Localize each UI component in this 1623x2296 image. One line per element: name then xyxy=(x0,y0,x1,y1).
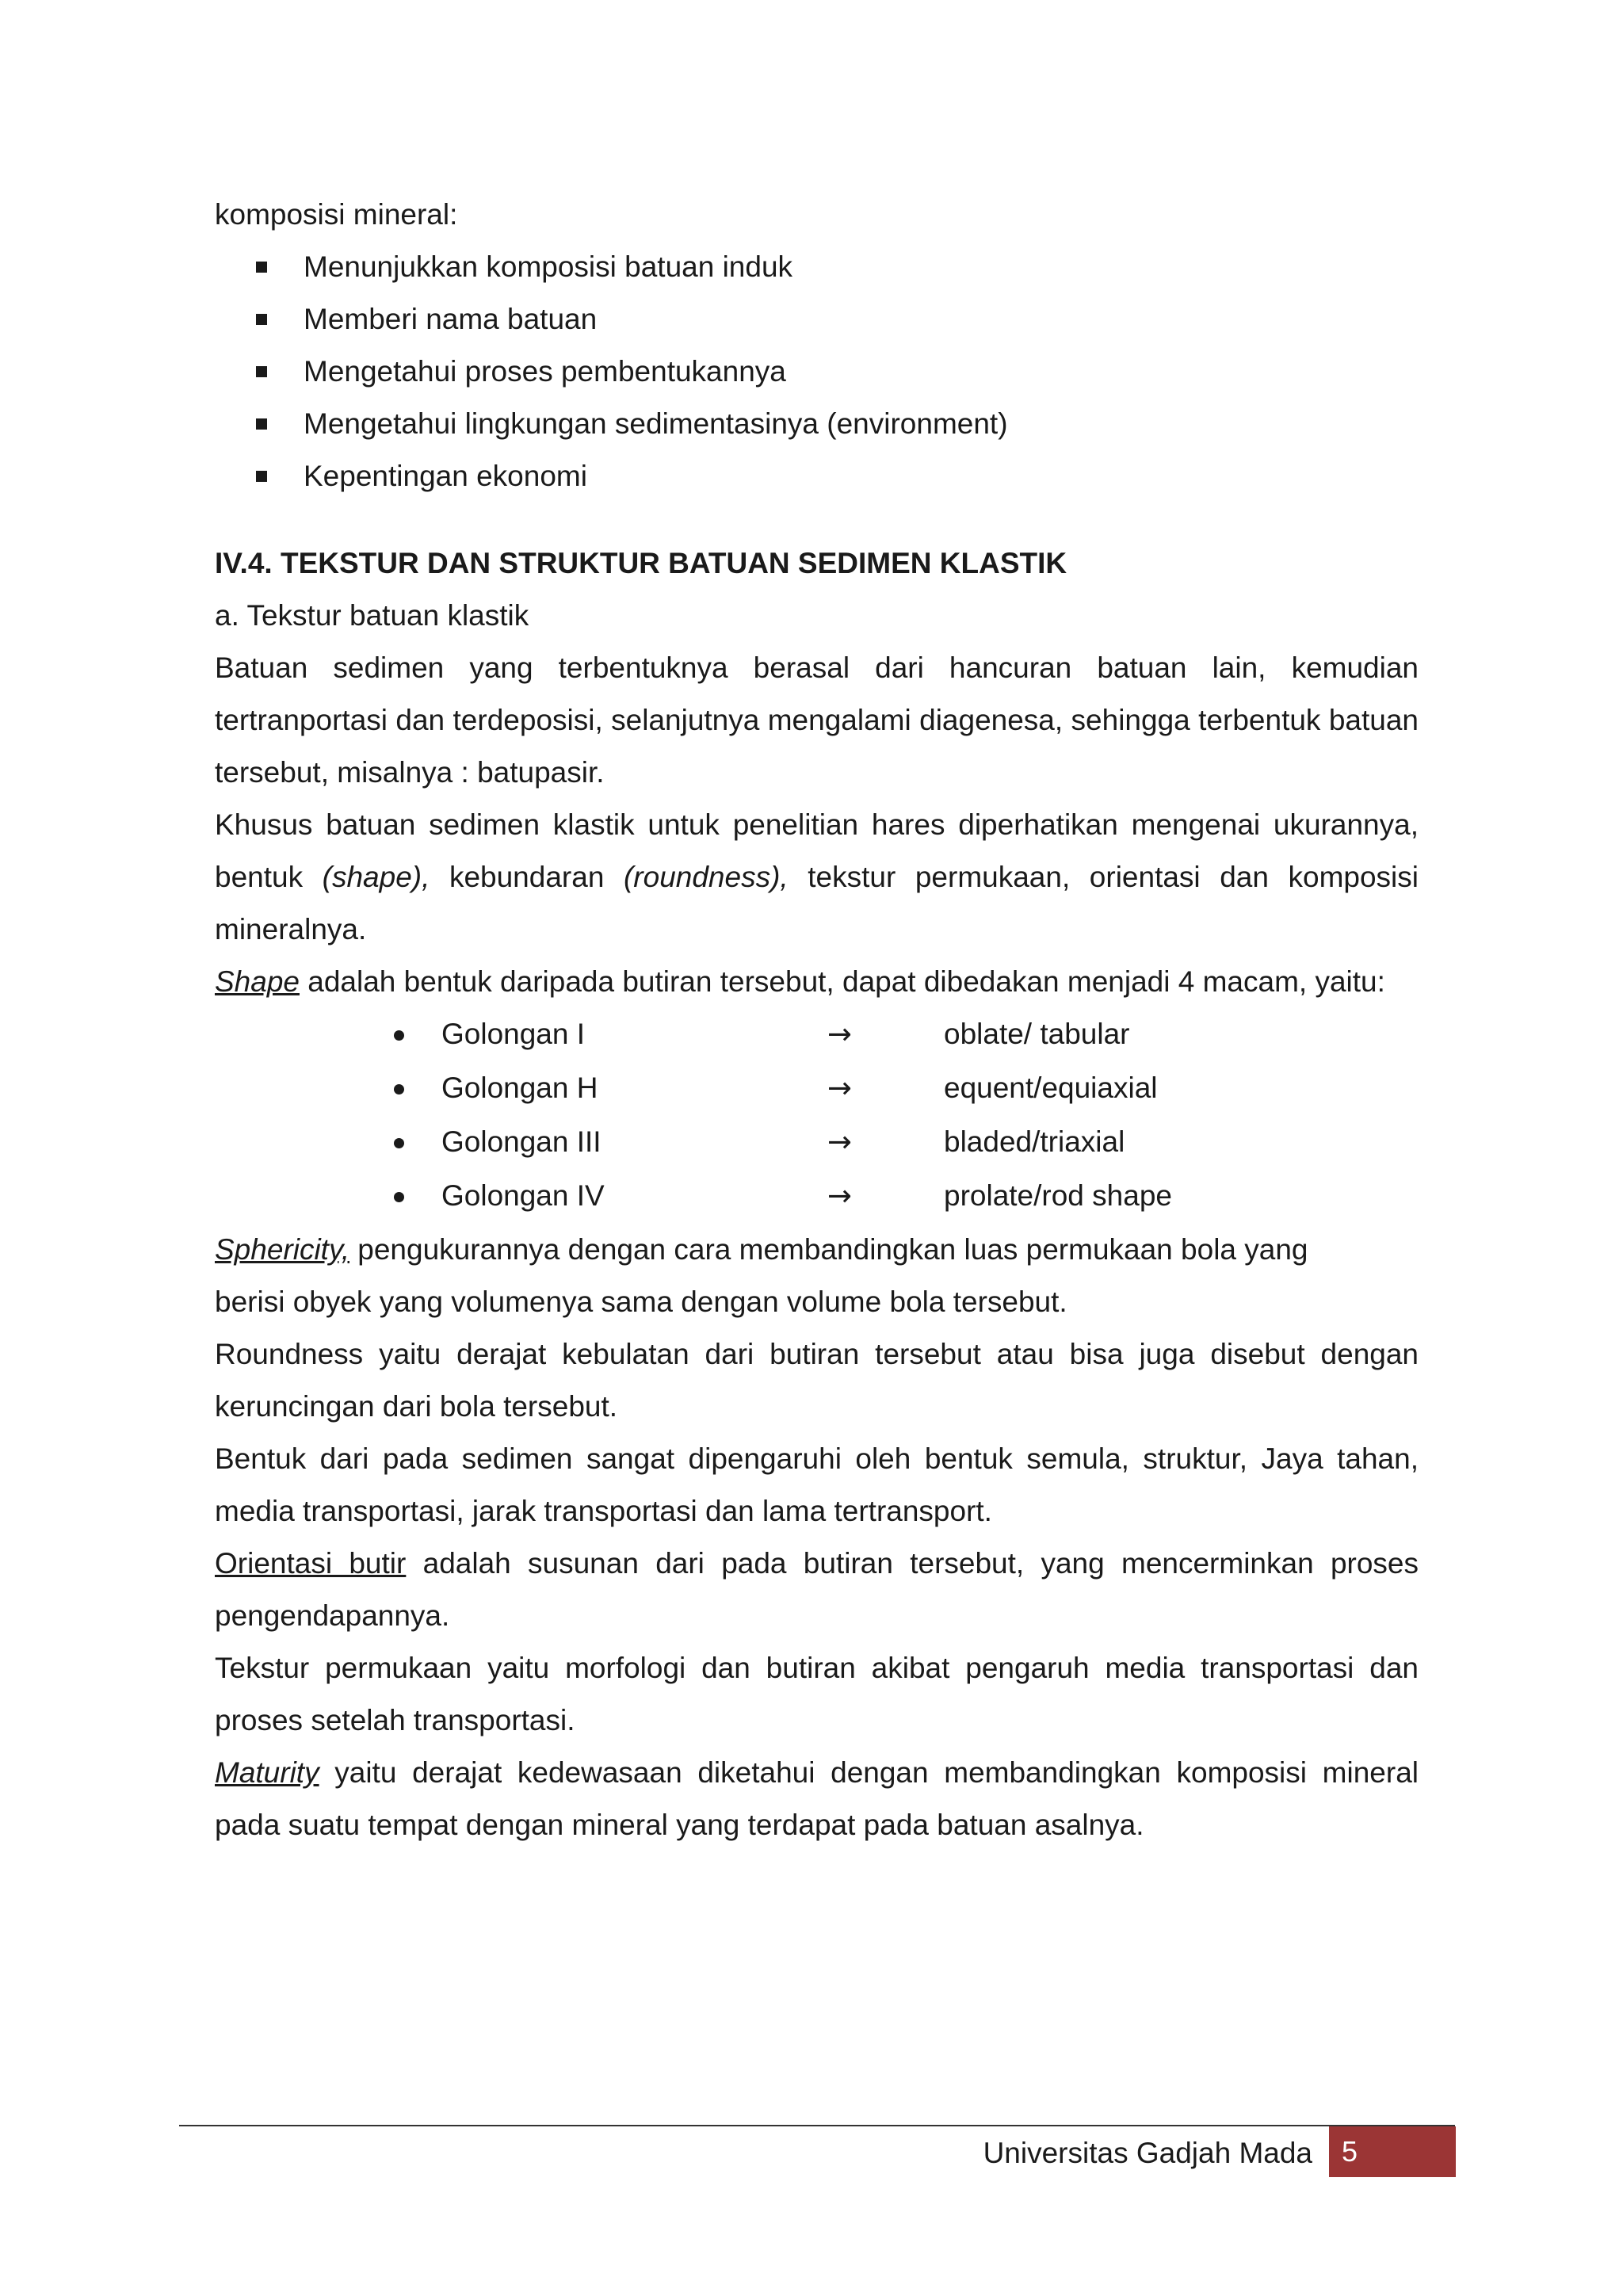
term-orientasi-butir: Orientasi butir xyxy=(215,1547,407,1580)
paragraph-roundness: Roundness yaitu derajat kebulatan dari butiran tersebut atau bisa juga disebut dengan keruncingan dari bola tersebut. xyxy=(215,1338,1419,1423)
list-item: Memberi nama batuan xyxy=(215,293,1419,346)
term-shape: (shape), xyxy=(322,861,430,893)
paragraph-sphericity: Sphericity, pengukurannya dengan cara membandingkan luas permukaan bola yang berisi obyek yang volumenya sama dengan volume bola tersebut. xyxy=(215,1233,1308,1318)
paragraph-bentuk: Bentuk dari pada sedimen sangat dipengaruhi oleh bentuk semula, struktur, Jaya tahan, media transportasi, jarak transportasi dan lama tertransport. xyxy=(215,1442,1419,1527)
paragraph-shape: Shape adalah bentuk daripada butiran tersebut, dapat dibedakan menjadi 4 macam, yaitu: xyxy=(215,965,1385,998)
paragraph-tekstur-permukaan: Tekstur permukaan yaitu morfologi dan butiran akibat pengaruh media transportasi dan proses setelah transportasi. xyxy=(215,1652,1419,1736)
footer-divider xyxy=(179,2125,1455,2126)
square-bullet-icon xyxy=(256,366,267,377)
golongan-list xyxy=(215,1008,1419,1224)
square-bullet-icon xyxy=(256,314,267,325)
page-content xyxy=(215,189,1419,1851)
term-sphericity: Sphericity, xyxy=(215,1233,349,1266)
round-bullet-icon xyxy=(394,1192,404,1202)
paragraph-klastik: Khusus batuan sedimen klastik untuk penelitian hares diperhatikan mengenai ukurannya, bentuk (shape), kebundaran (roundness), tekstur permukaan, orientasi dan komposisi mineralnya. xyxy=(215,808,1419,946)
square-bullet-icon xyxy=(256,262,267,273)
golongan-row: Golongan IV → prolate/rod shape xyxy=(215,1170,1419,1224)
paragraph-orientasi: Orientasi butir adalah susunan dari pada butiran tersebut, yang mencerminkan proses pengendapannya. xyxy=(215,1547,1419,1632)
paragraph-maturity: Maturity yaitu derajat kedewasaan diketahui dengan membandingkan komposisi mineral pada suatu tempat dengan mineral yang terdapat pada batuan asalnya. xyxy=(215,1756,1419,1841)
round-bullet-icon xyxy=(394,1084,404,1095)
page-number: 5 xyxy=(1342,2135,1358,2168)
arrow-right-icon: → xyxy=(827,1179,853,1213)
round-bullet-icon xyxy=(394,1138,404,1148)
page-number-badge xyxy=(1329,2126,1456,2177)
square-bullet-icon xyxy=(256,471,267,482)
square-bullet-icon xyxy=(256,418,267,430)
section-heading: IV.4. TEKSTUR DAN STRUKTUR BATUAN SEDIMEN KLASTIK xyxy=(215,547,1067,579)
round-bullet-icon xyxy=(394,1030,404,1041)
term-roundness: (roundness), xyxy=(623,861,789,893)
arrow-right-icon: → xyxy=(827,1071,853,1105)
term-shape-underlined: Shape xyxy=(215,965,300,998)
arrow-right-icon: → xyxy=(827,1125,853,1159)
golongan-row: Golongan I → oblate/ tabular xyxy=(215,1008,1419,1062)
golongan-row: Golongan III → bladed/triaxial xyxy=(215,1116,1419,1170)
purpose-list xyxy=(215,241,1419,502)
subsection-heading: a. Tekstur batuan klastik xyxy=(215,599,529,632)
term-maturity: Maturity xyxy=(215,1756,319,1789)
paragraph-definition: Batuan sedimen yang terbentuknya berasal dari hancuran batuan lain, kemudian tertranportasi dan terdeposisi, selanjutnya mengalami diagenesa, sehingga terbentuk batuan tersebut, misalnya : batupasir. xyxy=(215,651,1419,789)
list-item: Menunjukkan komposisi batuan induk xyxy=(215,241,1419,293)
arrow-right-icon: → xyxy=(827,1017,853,1051)
list-item: Mengetahui proses pembentukannya xyxy=(215,346,1419,398)
footer-university: Universitas Gadjah Mada xyxy=(983,2137,1312,2169)
intro-line: komposisi mineral: xyxy=(215,198,458,231)
list-item: Mengetahui lingkungan sedimentasinya (environment) xyxy=(215,398,1419,450)
golongan-row: Golongan H → equent/equiaxial xyxy=(215,1062,1419,1116)
list-item: Kepentingan ekonomi xyxy=(215,450,1419,502)
